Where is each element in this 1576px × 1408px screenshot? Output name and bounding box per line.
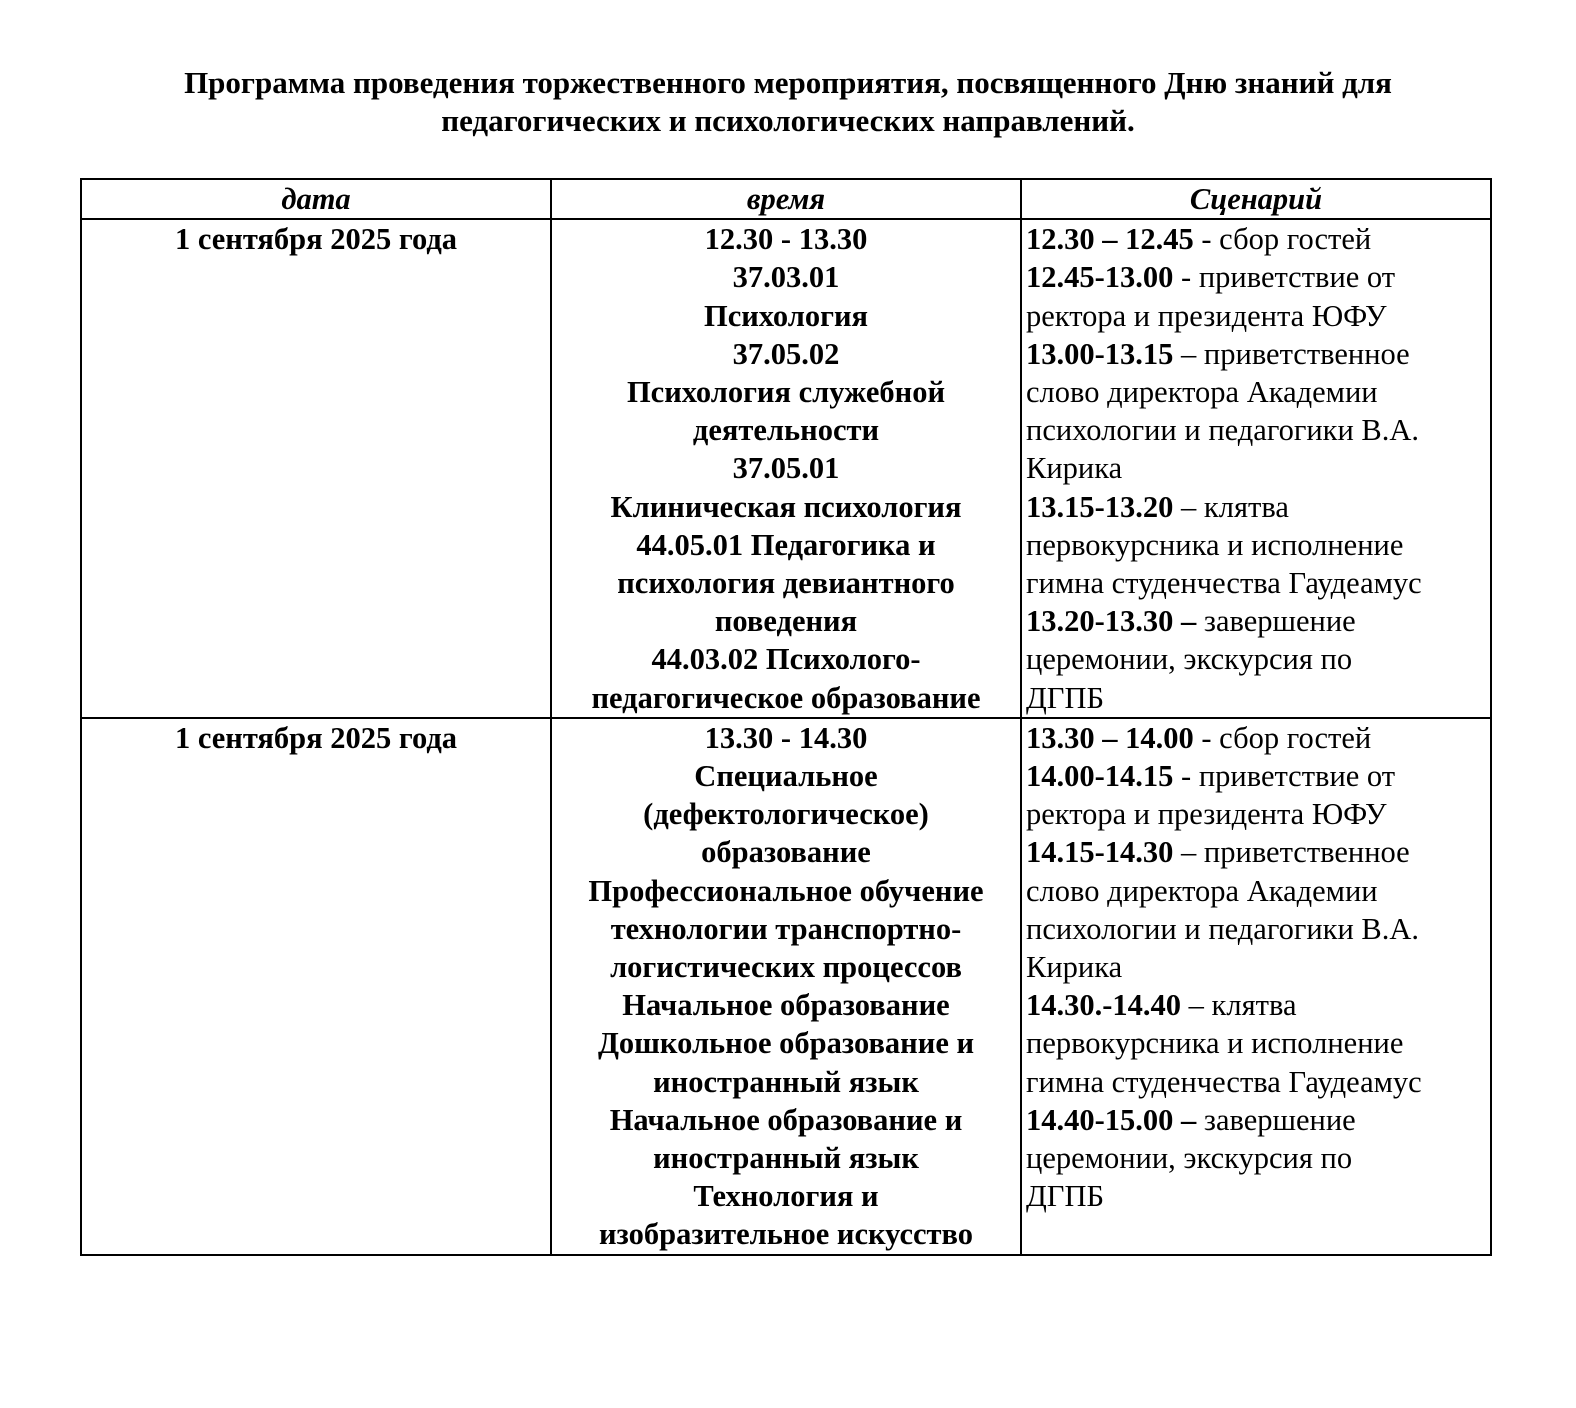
time-cell-line: Психология служебной — [626, 375, 946, 410]
scenario-item-description: - сбор гостей — [1193, 222, 1372, 257]
scenario-item-description: завершение церемонии, экскурсия по ДГПБ — [1026, 1102, 1356, 1214]
table-row — [81, 219, 1491, 718]
time-cell-line: 13.30 - 14.30 — [704, 720, 868, 755]
scenario-item — [1026, 1101, 1486, 1216]
scenario-item-time: 12.30 – 12.45 — [1026, 222, 1194, 257]
scenario-item-description: – приветственное слово директора Академии психологии и педагогики В.А. Кирика — [1026, 835, 1420, 985]
time-cell-line: Клиническая психология — [610, 489, 962, 524]
date-cell: 1 сентября 2025 года — [81, 219, 551, 718]
time-cell-line: изобразительное искусство — [598, 1217, 974, 1252]
scenario-item-description: - приветствие от ректора и президента ЮФУ — [1026, 759, 1396, 832]
scenario-item-time: 14.00-14.15 — [1026, 759, 1174, 794]
time-cell — [551, 219, 1021, 718]
scenario-item-description: – приветственное слово директора Академии психологии и педагогики В.А. Кирика — [1026, 336, 1420, 486]
header-scenario: Сценарий — [1021, 179, 1491, 219]
time-cell-line: иностранный язык — [653, 1064, 919, 1099]
scenario-item-time: 13.00-13.15 — [1026, 336, 1174, 371]
scenario-item-description: - приветствие от ректора и президента ЮФУ — [1026, 260, 1396, 333]
table-row — [81, 718, 1491, 1255]
scenario-item — [1026, 986, 1486, 1101]
time-cell-line: 37.05.02 — [732, 336, 840, 371]
scenario-item-time: 14.40-15.00 – — [1026, 1102, 1197, 1137]
scenario-item-description: завершение церемонии, экскурсия по ДГПБ — [1026, 604, 1356, 715]
scenario-item — [1026, 833, 1486, 986]
header-date: дата — [81, 179, 551, 219]
document-title — [100, 64, 1476, 140]
date-cell: 1 сентября 2025 года — [81, 718, 551, 1255]
title-line-1: Программа проведения торжественного мероприятия, посвященного Дню знаний для — [184, 65, 1392, 100]
time-cell-line: технологии транспортно- — [610, 911, 962, 946]
time-cell-line: Начальное образование — [622, 988, 950, 1023]
header-time: время — [551, 179, 1021, 219]
scenario-item-description: - сбор гостей — [1193, 720, 1372, 755]
time-cell-line: Начальное образование и — [609, 1102, 963, 1137]
time-cell-line: Технология и — [693, 1179, 879, 1214]
time-cell-line: образование — [701, 835, 871, 870]
scenario-item — [1026, 488, 1486, 603]
table-header-row — [81, 179, 1491, 219]
time-cell-line: поведения — [714, 604, 858, 639]
scenario-item — [1026, 220, 1486, 258]
scenario-item — [1026, 258, 1486, 334]
title-line-2: педагогических и психологических направлений. — [441, 103, 1135, 138]
time-cell-line: педагогическое образование — [591, 680, 981, 715]
time-cell-line: 37.03.01 — [732, 260, 840, 295]
scenario-item-time: 14.15-14.30 — [1026, 835, 1174, 870]
scenario-item — [1026, 757, 1486, 833]
time-cell-line: 44.03.02 Психолого- — [651, 642, 921, 677]
scenario-item-time: 13.30 – 14.00 — [1026, 720, 1194, 755]
scenario-item — [1026, 602, 1486, 717]
time-cell — [551, 718, 1021, 1255]
time-cell-line: Профессиональное обучение — [588, 873, 984, 908]
time-cell-line: 44.05.01 Педагогика и — [636, 527, 936, 562]
scenario-item-description: – клятва первокурсника и исполнение гимна студенчества Гаудеамус — [1026, 489, 1422, 601]
program-table — [80, 178, 1492, 1256]
scenario-item — [1026, 335, 1486, 488]
time-cell-line: Специальное — [694, 759, 878, 794]
time-cell-line: 12.30 - 13.30 — [704, 222, 868, 257]
scenario-item-time: 13.20-13.30 – — [1026, 604, 1197, 639]
scenario-item-time: 13.15-13.20 — [1026, 489, 1174, 524]
scenario-item — [1026, 719, 1486, 757]
time-cell-line: (дефектологическое) — [643, 797, 929, 832]
time-cell-line: психология девиантного — [617, 566, 955, 601]
time-cell-line: иностранный язык — [653, 1141, 919, 1176]
scenario-cell — [1021, 718, 1491, 1255]
time-cell-line: деятельности — [692, 413, 880, 448]
scenario-item-time: 12.45-13.00 — [1026, 260, 1174, 295]
time-cell-line: Дошкольное образование и — [597, 1026, 975, 1061]
time-cell-line: Психология — [703, 298, 869, 333]
scenario-item-description: – клятва первокурсника и исполнение гимна студенчества Гаудеамус — [1026, 988, 1422, 1099]
time-cell-line: 37.05.01 — [732, 451, 840, 486]
time-cell-line: логистических процессов — [610, 950, 962, 985]
scenario-cell — [1021, 219, 1491, 718]
scenario-item-time: 14.30.-14.40 — [1026, 988, 1182, 1023]
